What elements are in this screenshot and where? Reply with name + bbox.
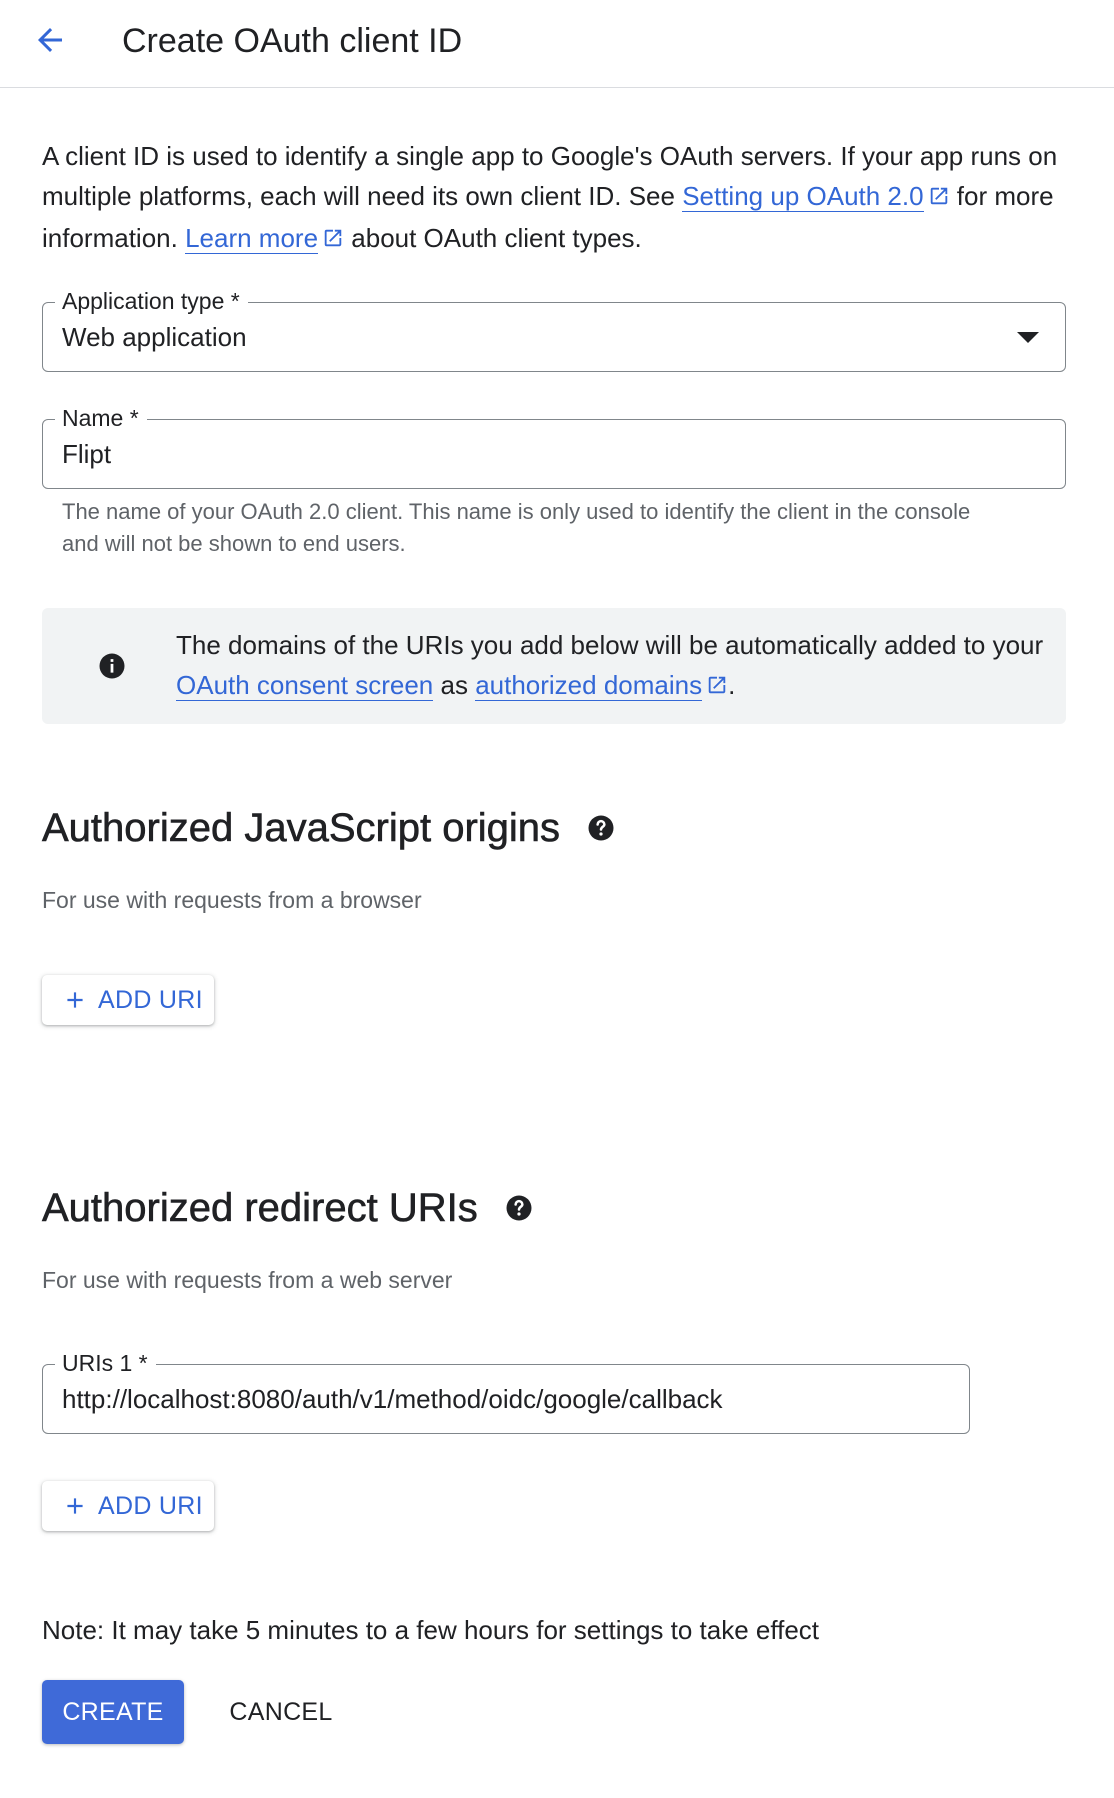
name-helper-text: The name of your OAuth 2.0 client. This name is only used to identify the client in the console and will not be shown to end users. xyxy=(62,499,971,556)
open-in-new-icon xyxy=(928,178,950,218)
open-in-new-icon xyxy=(706,667,728,707)
dropdown-arrow-icon xyxy=(1017,332,1039,343)
banner-text-part: . xyxy=(728,670,736,700)
arrow-back-icon xyxy=(32,22,68,63)
cancel-button[interactable]: CANCEL xyxy=(229,1697,333,1726)
add-redirect-uri-button[interactable] xyxy=(42,1481,214,1531)
help-icon[interactable] xyxy=(504,1193,534,1223)
js-origins-subtitle: For use with requests from a browser xyxy=(42,887,422,913)
banner-text-part: The domains of the URIs you add below will be automatically added to your xyxy=(176,630,1044,660)
create-button[interactable]: CREATE xyxy=(42,1680,184,1744)
js-origins-section xyxy=(42,802,616,854)
settings-note: Note: It may take 5 minutes to a few hours for settings to take effect xyxy=(42,1615,820,1645)
redirect-uris-subtitle: For use with requests from a web server xyxy=(42,1267,453,1293)
setting-up-oauth-link[interactable]: Setting up OAuth 2.0 xyxy=(682,181,924,211)
help-icon[interactable] xyxy=(586,813,616,843)
application-type-select[interactable] xyxy=(42,288,1066,372)
redirect-uri-1-label: URIs 1 * xyxy=(55,1348,156,1378)
js-origins-title: Authorized JavaScript origins xyxy=(42,806,561,850)
name-label: Name * xyxy=(55,403,147,433)
add-uri-label: ADD URI xyxy=(98,1491,203,1520)
banner-text-part: as xyxy=(433,670,476,700)
intro-text-part: about OAuth client types. xyxy=(344,223,642,253)
redirect-uri-1-field[interactable] xyxy=(42,1350,970,1434)
name-value: Flipt xyxy=(62,438,112,469)
add-uri-label: ADD URI xyxy=(98,985,203,1014)
oauth-consent-screen-link[interactable]: OAuth consent screen xyxy=(176,670,434,700)
open-in-new-icon xyxy=(322,220,344,260)
banner-text xyxy=(176,625,1046,707)
intro-text-part: A client ID is used to identify a single app to Google's OAuth servers. If your app runs on multiple platforms, each will need its own client ID. See xyxy=(42,141,1058,211)
page-header xyxy=(0,0,1114,88)
name-field[interactable] xyxy=(42,405,1066,489)
back-button[interactable] xyxy=(22,14,78,70)
page-title: Create OAuth client ID xyxy=(122,22,463,60)
info-banner xyxy=(42,608,1066,724)
authorized-domains-link[interactable]: authorized domains xyxy=(475,670,703,700)
redirect-uris-section xyxy=(42,1182,534,1234)
plus-icon xyxy=(62,1493,88,1519)
plus-icon xyxy=(62,987,88,1013)
info-icon xyxy=(97,651,127,686)
application-type-value: Web application xyxy=(62,321,247,352)
redirect-uri-1-value: http://localhost:8080/auth/v1/method/oidc/google/callback xyxy=(62,1383,723,1414)
learn-more-link[interactable]: Learn more xyxy=(185,223,319,253)
add-js-origin-uri-button[interactable] xyxy=(42,975,214,1025)
redirect-uris-title: Authorized redirect URIs xyxy=(42,1186,478,1230)
intro-text xyxy=(42,136,1072,260)
application-type-label: Application type * xyxy=(55,286,248,316)
intro-text-part: for more information. xyxy=(42,181,1054,253)
